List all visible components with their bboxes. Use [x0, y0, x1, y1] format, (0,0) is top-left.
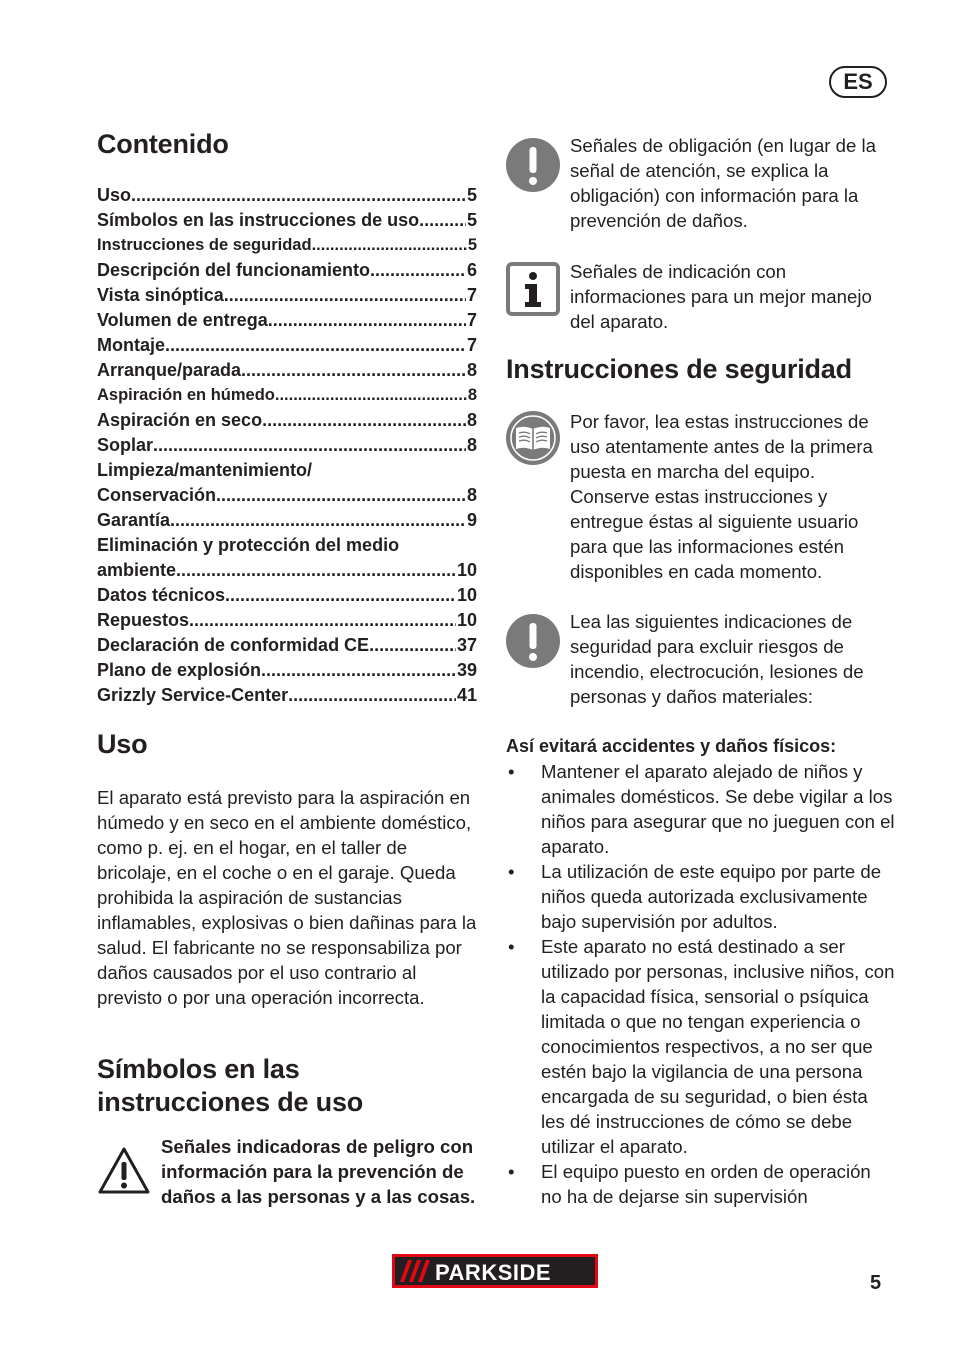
uso-title: Uso — [97, 729, 148, 759]
toc-entry-title: ambiente — [97, 560, 177, 580]
toc-entry — [97, 608, 477, 633]
logo-text: PARKSIDE — [435, 1260, 552, 1285]
table-of-contents — [97, 183, 477, 708]
toc-entry — [97, 508, 477, 533]
toc-leader-dots — [241, 358, 466, 383]
toc-leader-dots — [216, 483, 466, 508]
toc-entry — [97, 533, 477, 558]
toc-entry — [97, 208, 477, 233]
read-manual-icon — [506, 411, 560, 465]
toc-entry-page: 8 — [466, 485, 477, 505]
exclamation-circle-icon — [506, 138, 560, 192]
toc-entry-page: 8 — [466, 360, 477, 380]
toc-leader-dots — [419, 208, 466, 233]
toc-entry-title: Grizzly Service-Center — [97, 685, 289, 705]
toc-entry-title: Símbolos en las instrucciones de uso — [97, 210, 420, 230]
toc-entry — [97, 483, 477, 508]
list-item: • La utilización de este equipo por parte de niños queda autorizada exclusivamente bajo supervisión por adultos. — [506, 859, 896, 934]
toc-leader-dots — [189, 608, 456, 633]
toc-leader-dots — [268, 308, 466, 333]
toc-entry-title: Declaración de conformidad CE — [97, 635, 370, 655]
toc-leader-dots — [370, 258, 466, 283]
contents-title: Contenido — [97, 129, 229, 159]
toc-entry-title: Eliminación y protección del medio — [97, 535, 400, 555]
toc-leader-dots — [261, 658, 456, 683]
toc-entry — [97, 658, 477, 683]
toc-entry-page: 5 — [467, 236, 477, 254]
toc-entry — [97, 383, 477, 408]
toc-entry-page: 10 — [456, 560, 477, 580]
toc-entry-page: 7 — [466, 335, 477, 355]
toc-entry-title: Garantía — [97, 510, 171, 530]
toc-entry-page: 7 — [466, 310, 477, 330]
toc-entry — [97, 683, 477, 708]
toc-entry — [97, 183, 477, 208]
list-item: • Este aparato no está destinado a ser utilizado por personas, inclusive niños, con la capacidad física, sensorial o psíquica limitada o que no tengan experiencia o conocimientos respectivos, a no ser que estén bajo la vigilancia de una persona encargada de su seguridad, o bien ésta les dé instrucciones de cómo se debe utilizar el aparato. — [506, 934, 896, 1159]
uso-text: El aparato está previsto para la aspiración en húmedo y en seco en el ambiente doméstico, como p. ej. en el hogar, en el taller de bricolaje, en el coche o en el garaje. Queda prohibida la aspiración de sustancias inflamables, explosivas o bien dañinas para la salud. El fabricante no se responsabiliza por daños causados por el uso contrario al previsto o por una operación incorrecta. — [97, 787, 477, 1008]
toc-entry-title: Soplar — [97, 435, 154, 455]
toc-entry-title: Repuestos — [97, 610, 190, 630]
toc-entry-title: Aspiración en seco — [97, 410, 263, 430]
toc-entry-title: Limpieza/mantenimiento/ — [97, 460, 313, 480]
toc-entry-page: 10 — [456, 610, 477, 630]
toc-leader-dots — [176, 558, 456, 583]
safety-bullet-list — [506, 759, 896, 1209]
toc-leader-dots — [288, 683, 456, 708]
toc-entry-title: Instrucciones de seguridad — [97, 236, 312, 254]
toc-entry — [97, 433, 477, 458]
toc-entry-page: 5 — [466, 185, 477, 205]
toc-leader-dots — [170, 508, 466, 533]
symbols-title-line2: instrucciones de uso — [97, 1087, 364, 1117]
safety-title: Instrucciones de seguridad — [506, 354, 852, 384]
toc-entry-title: Volumen de entrega — [97, 310, 268, 330]
toc-entry-page: 5 — [466, 210, 477, 230]
toc-entry — [97, 583, 477, 608]
toc-entry-page: 8 — [467, 386, 477, 404]
info-symbol-text: Señales de indicación con informaciones para un mejor manejo del aparato. — [570, 261, 872, 332]
toc-entry-title: Arranque/parada — [97, 360, 242, 380]
toc-entry-title: Datos técnicos — [97, 585, 226, 605]
toc-entry-title: Vista sinóptica — [97, 285, 224, 305]
warning-triangle-icon — [97, 1144, 151, 1198]
toc-entry — [97, 258, 477, 283]
read-manual-text: Por favor, lea estas instrucciones de uso atentamente antes de la primera puesta en marcha del equipo. Conserve estas instrucciones y entregue éstas al siguiente usuario para que las informaciones estén disponibles en cada momento. — [570, 411, 873, 582]
toc-entry-page: 8 — [466, 435, 477, 455]
toc-entry — [97, 458, 477, 483]
toc-entry — [97, 633, 477, 658]
toc-leader-dots — [262, 408, 466, 433]
toc-entry-page: 9 — [466, 510, 477, 530]
toc-entry-page: 10 — [456, 585, 477, 605]
toc-entry — [97, 308, 477, 333]
toc-leader-dots — [224, 283, 466, 308]
toc-entry-page: 37 — [456, 635, 477, 655]
warning-symbol-text: Señales indicadoras de peligro con información para la prevención de daños a las personas y a las cosas. — [161, 1136, 476, 1207]
info-icon — [506, 262, 560, 316]
toc-leader-dots — [369, 633, 456, 658]
toc-entry-page: 39 — [456, 660, 477, 680]
toc-entry-title: Plano de explosión — [97, 660, 262, 680]
toc-entry-page: 7 — [466, 285, 477, 305]
toc-entry — [97, 358, 477, 383]
parkside-logo — [392, 1254, 598, 1288]
toc-entry-page: 41 — [456, 685, 477, 705]
toc-entry-title: Descripción del funcionamiento — [97, 260, 371, 280]
toc-entry-title: Uso — [97, 185, 132, 205]
toc-entry-title: Conservación — [97, 485, 217, 505]
toc-entry-title: Montaje — [97, 335, 166, 355]
toc-entry — [97, 233, 477, 258]
exclamation-circle-icon — [506, 614, 560, 668]
list-item: • El equipo puesto en orden de operación no ha de dejarse sin supervisión — [506, 1159, 896, 1209]
safety-warning-text: Lea las siguientes indicaciones de seguridad para excluir riesgos de incendio, electrocución, lesiones de personas y daños materiales: — [570, 611, 864, 707]
toc-leader-dots — [225, 583, 456, 608]
page-number: 5 — [870, 1272, 882, 1294]
toc-leader-dots — [165, 333, 466, 358]
toc-entry-page: 6 — [466, 260, 477, 280]
toc-entry — [97, 408, 477, 433]
toc-leader-dots — [312, 233, 467, 258]
toc-leader-dots — [131, 183, 466, 208]
language-badge: ES — [829, 66, 887, 98]
list-item: • Mantener el aparato alejado de niños y animales domésticos. Se debe vigilar a los niños para asegurar que no jueguen con el aparato. — [506, 759, 896, 859]
obligation-symbol-text: Señales de obligación (en lugar de la señal de atención, se explica la obligación) con información para la prevención de daños. — [570, 135, 876, 231]
toc-entry — [97, 558, 477, 583]
toc-leader-dots — [275, 383, 467, 408]
toc-entry — [97, 333, 477, 358]
toc-entry-page: 8 — [466, 410, 477, 430]
symbols-title-line1: Símbolos en las — [97, 1054, 300, 1084]
avoid-accidents-title: Así evitará accidentes y daños físicos: — [506, 736, 837, 756]
toc-entry-title: Aspiración en húmedo — [97, 386, 275, 404]
toc-entry — [97, 283, 477, 308]
toc-leader-dots — [153, 433, 466, 458]
